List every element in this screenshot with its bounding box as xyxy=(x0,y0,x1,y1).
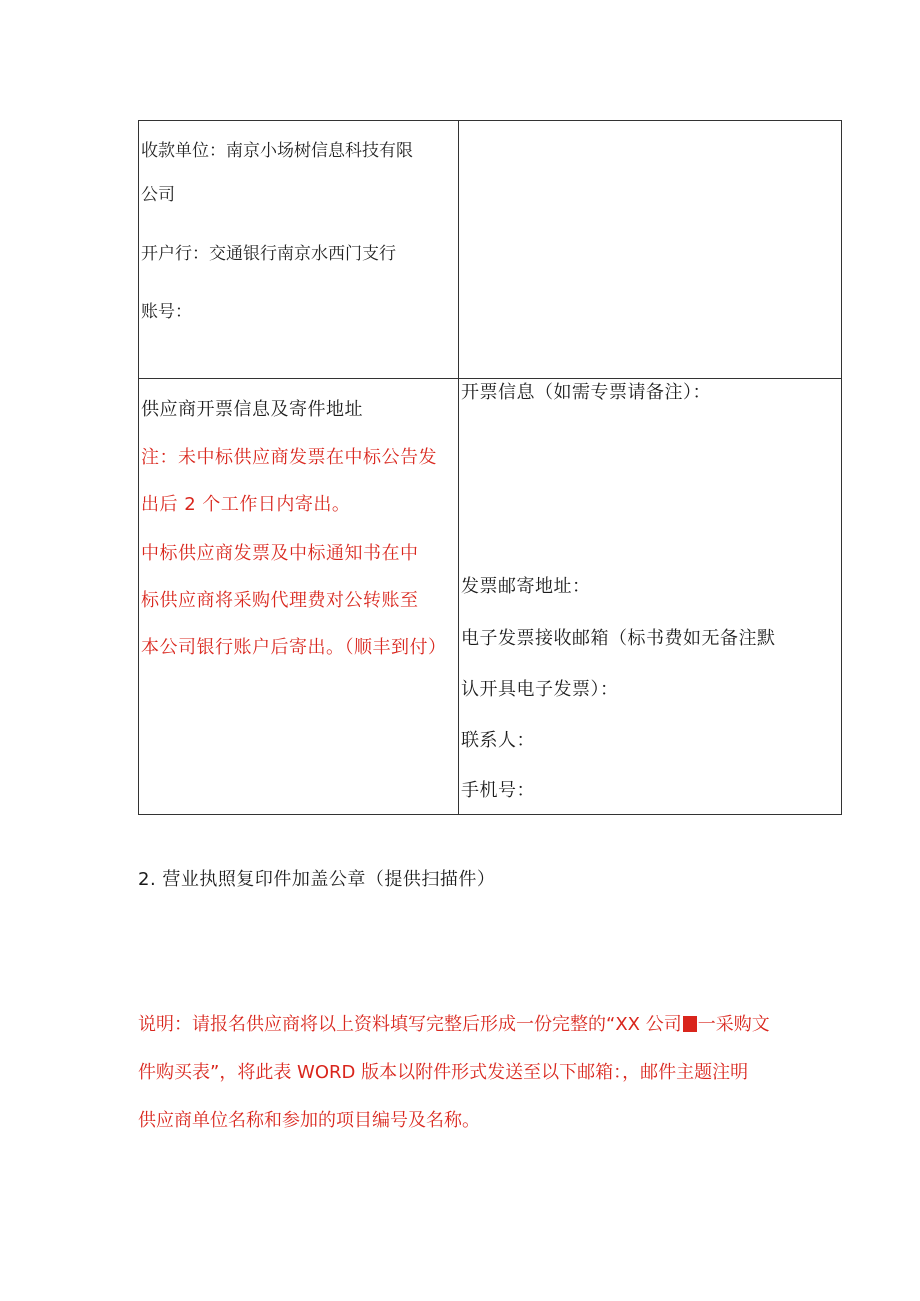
table-row xyxy=(139,121,841,379)
bank-name: 开户行：交通银行南京水西门支行 xyxy=(141,244,396,264)
invoice-email-label-line1: 电子发票接收邮箱（标书费如无备注默 xyxy=(461,628,776,649)
payee-name-line1: 收款单位：南京小场树信息科技有限 xyxy=(141,141,413,161)
note-line-5: 本公司银行账户后寄出。（顺丰到付） xyxy=(141,637,447,658)
registration-table xyxy=(138,120,842,815)
contact-label: 联系人： xyxy=(461,730,535,751)
account-number-label: 账号： xyxy=(141,302,192,322)
note-line1-text-a: 说明：请报名供应商将以上资料填写完整后形成一份完整的“XX 公司 xyxy=(138,1014,682,1035)
supplier-heading: 供应商开票信息及寄件地址 xyxy=(141,399,363,420)
note-paragraph-line2: 件购买表”，将此表 WORD 版本以附件形式发送至以下邮箱：，邮件主题注明 xyxy=(138,1062,749,1083)
invoice-info-label: 开票信息（如需专票请备注）： xyxy=(461,382,711,403)
note-line-3: 中标供应商发票及中标通知书在中 xyxy=(141,543,419,564)
invoice-details-cell[interactable] xyxy=(459,379,841,814)
note-paragraph-line1 xyxy=(138,1013,770,1037)
invoice-email-label-line2: 认开具电子发票）： xyxy=(461,679,619,700)
supplier-invoice-cell xyxy=(139,379,459,814)
payee-name-line2: 公司 xyxy=(141,185,175,205)
payee-info-cell xyxy=(139,121,459,378)
note-line-2: 出后 2 个工作日内寄出。 xyxy=(141,494,351,515)
note-line-1: 注：未中标供应商发票在中标公告发 xyxy=(141,447,437,468)
note-paragraph-line3: 供应商单位名称和参加的项目编号及名称。 xyxy=(138,1110,480,1131)
table-row xyxy=(139,379,841,814)
empty-cell xyxy=(459,121,841,378)
note-line1-text-b: 一采购文 xyxy=(697,1014,770,1035)
redacted-block xyxy=(683,1016,697,1032)
item-2-business-license: 2. 营业执照复印件加盖公章（提供扫描件） xyxy=(138,869,496,890)
note-line-4: 标供应商将采购代理费对公转账至 xyxy=(141,590,419,611)
phone-label: 手机号： xyxy=(461,780,535,801)
invoice-address-label: 发票邮寄地址： xyxy=(461,576,591,597)
